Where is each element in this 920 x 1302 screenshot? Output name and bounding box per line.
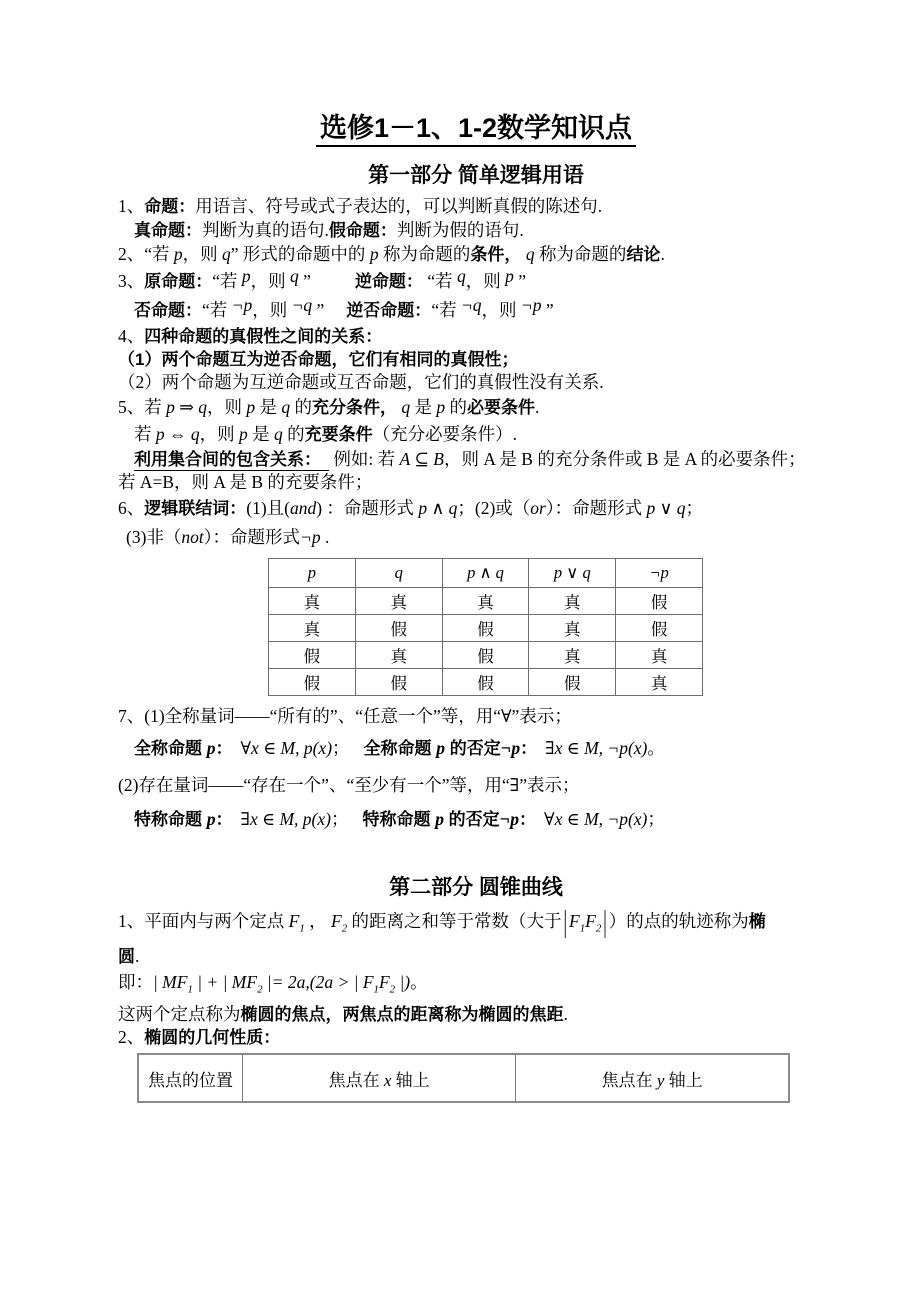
bold-run: ： <box>520 739 538 759</box>
text-run: ）的点的轨迹称为 <box>608 911 749 932</box>
math-run: p ∨ q <box>646 498 686 519</box>
math-var: F <box>569 911 580 932</box>
math-run <box>153 971 411 996</box>
line-p2-item1-l2 <box>118 944 834 969</box>
math-run: ¬p <box>300 527 321 548</box>
text-run: 即： <box>118 971 153 992</box>
truth-table-header-cell: p <box>269 559 356 588</box>
text-run: ）：命题形式 <box>203 527 301 548</box>
ellipse-table-cell <box>516 1054 789 1102</box>
math-run: q <box>222 244 231 265</box>
text-run: 称为命题的 <box>534 244 627 265</box>
bold-run: 结论 <box>626 245 661 265</box>
text-run: 的距离之和等于常数（大于 <box>347 911 562 932</box>
table-row <box>269 615 703 642</box>
truth-table-header-cell: ¬p <box>616 559 703 588</box>
math-run: q <box>290 266 299 287</box>
text-run: ，则 <box>250 271 291 292</box>
math-var: F <box>378 971 390 992</box>
line-item6b <box>118 523 834 552</box>
line-item5b <box>118 421 834 448</box>
truth-table <box>268 558 703 696</box>
text-run: ，则 <box>481 300 521 321</box>
text-run: 称为命题的 <box>378 244 471 265</box>
truth-table-cell: 假 <box>355 615 442 642</box>
table-row <box>269 588 703 615</box>
bold-run: 特称命题 <box>134 810 207 830</box>
text-run: ” <box>298 271 311 292</box>
text-run: 判断为假的语句. <box>396 220 524 241</box>
truth-table-cell: 假 <box>616 588 703 615</box>
line-p2-item1-l4 <box>118 1003 834 1026</box>
math-run: ¬p <box>231 295 253 316</box>
math-run: p <box>173 244 183 265</box>
bold-run: 原命题： <box>144 272 213 292</box>
bold-run: ： <box>519 810 537 830</box>
text-run: 是 <box>410 397 437 418</box>
math-run: p <box>241 266 251 287</box>
math-var: |= 2a,(2a > | F <box>262 971 374 992</box>
text-run: ，则 A 是 B 的充分条件或 B 是 A 的必要条件； <box>443 449 806 470</box>
part2-heading: 第二部分 圆锥曲线 <box>389 876 563 900</box>
text-run: 的 <box>290 397 313 418</box>
math-run: ∃x ∈ M, ¬p(x) <box>545 738 648 759</box>
page-title: 选修1－1、1-2数学知识点 <box>316 112 636 147</box>
bold-run: 全称命题 <box>134 739 207 759</box>
bold-run: 真命题： <box>134 221 202 241</box>
text-run: 7、(1)全称量词——“所有的”、“任意一个”等，用“∀”表示； <box>118 706 572 727</box>
math-var: y <box>656 1070 665 1090</box>
math-var: F <box>331 911 342 932</box>
truth-table-cell: 真 <box>269 588 356 615</box>
line-item7b <box>118 733 834 764</box>
truth-table-cell: 真 <box>616 642 703 669</box>
truth-table-cell: 真 <box>355 642 442 669</box>
math-run: q <box>525 244 535 265</box>
math-run: q <box>274 424 283 445</box>
text-run: 4、 <box>118 326 145 347</box>
text-run: “若 <box>431 300 461 321</box>
truth-table-cell: 真 <box>529 615 616 642</box>
text-run: ； <box>685 498 704 519</box>
ellipse-table-cell <box>243 1054 516 1102</box>
table-row <box>269 669 703 696</box>
bold-run: 逆命题： <box>354 272 423 292</box>
ellipse-table-cell: 焦点的位置 <box>138 1054 243 1102</box>
text-run: 若 A=B，则 A 是 B 的充要条件； <box>118 472 373 493</box>
line-item4a <box>118 348 834 371</box>
line-item5c <box>118 448 834 471</box>
truth-table-cell: 真 <box>442 588 529 615</box>
math-subscript: 2 <box>595 922 602 935</box>
math-run <box>562 903 609 939</box>
truth-table-cell: 假 <box>269 642 356 669</box>
truth-table-cell: 假 <box>355 669 442 696</box>
truth-table-cell: 假 <box>269 669 356 696</box>
line-item4b <box>118 371 834 394</box>
table-row <box>269 642 703 669</box>
bold-run: 否命题： <box>134 301 202 321</box>
text-run: 判断为真的语句. <box>202 220 329 241</box>
bold-run: 椭 <box>748 912 766 932</box>
math-run: not <box>181 527 204 548</box>
line-item5d <box>118 471 834 494</box>
truth-table-header-cell: p ∧ q <box>442 559 529 588</box>
text-run: . <box>320 527 330 548</box>
bold-run: 特称命题 <box>362 810 436 830</box>
truth-table-cell: 真 <box>529 588 616 615</box>
line-item7a <box>118 704 834 729</box>
text-run: 5、若 <box>118 397 167 418</box>
text-run: 焦点在 <box>328 1070 384 1090</box>
ellipse-properties-table <box>137 1053 790 1103</box>
math-run: p ⇒ q <box>166 397 208 418</box>
text-run: 。 <box>647 738 665 759</box>
math-subscript: 1 <box>299 922 305 935</box>
line-item1b <box>118 219 834 242</box>
text-run: ， <box>304 911 331 932</box>
bold-math-run: p <box>435 809 444 830</box>
math-subscript: 1 <box>579 922 586 935</box>
text-run: ；(2)或（ <box>457 498 531 519</box>
text-run: ； <box>330 809 349 830</box>
text-run: 2、 <box>118 1027 145 1048</box>
truth-table-cell: 假 <box>442 642 529 669</box>
text-run: ； <box>647 809 665 830</box>
line-item5a <box>118 394 834 421</box>
text-run: “若 <box>212 271 242 292</box>
text-run: 3、 <box>118 271 145 292</box>
bold-run: 逆否命题： <box>346 301 432 321</box>
math-run: ∀x ∈ M, p(x) <box>240 738 333 759</box>
text-run: 若 <box>134 424 156 445</box>
math-run: p ∧ q <box>418 498 458 519</box>
line-p2-item2 <box>118 1026 834 1049</box>
math-run: p <box>246 397 256 418</box>
truth-table-cell: 真 <box>269 615 356 642</box>
bold-run: 充分条件， <box>312 398 398 418</box>
math-run: ∀x ∈ M, ¬p(x) <box>544 809 648 830</box>
bold-run: 条件， <box>470 245 522 265</box>
title-row <box>118 112 834 147</box>
bold-run: 椭圆的几何性质： <box>144 1028 281 1048</box>
math-run <box>331 911 348 935</box>
math-run: p <box>436 397 446 418</box>
math-run: A ⊆ B <box>399 449 444 470</box>
truth-table-header-cell: p ∨ q <box>529 559 616 588</box>
bold-run: （1）两个命题互为逆否命题，它们有相同的真假性； <box>118 350 519 370</box>
text-run: ” <box>513 271 526 292</box>
math-run: p <box>505 266 514 287</box>
text-run: 这两个定点称为 <box>118 1004 241 1025</box>
text-run: ，则 <box>199 424 239 445</box>
text-run: “若 <box>202 300 232 321</box>
math-var: F <box>288 911 300 932</box>
math-var: | MF <box>153 971 188 992</box>
text-run: 例如: 若 <box>329 449 400 470</box>
text-run: . <box>660 244 665 265</box>
text-run: . <box>535 397 540 418</box>
text-run: 是 <box>255 397 282 418</box>
text-run: 轴上 <box>391 1070 430 1090</box>
math-run: ¬q <box>291 295 313 316</box>
bold-run: 的否定 <box>445 739 501 759</box>
math-subscript: 1 <box>373 983 379 996</box>
text-run: （2）两个命题为互逆命题或互否命题，它们的真假性没有关系. <box>118 372 604 393</box>
bold-run: 假命题： <box>328 221 397 241</box>
bold-math-run: ¬p <box>499 809 520 830</box>
bold-run: 四种命题的真假性之间的关系： <box>144 327 383 347</box>
line-item3b <box>118 296 834 325</box>
math-subscript: 2 <box>257 983 263 996</box>
text-run: ，则 <box>252 300 292 321</box>
math-subscript: 1 <box>187 983 193 996</box>
text-run: (1)且( <box>246 498 290 519</box>
math-run: q <box>401 397 411 418</box>
math-run: and <box>289 498 317 519</box>
truth-table-cell: 假 <box>442 615 529 642</box>
line-item3a <box>118 267 834 296</box>
text-run: ” 形式的命题中的 <box>230 244 370 265</box>
text-run: 用语言、符号或式子表达的，可以判断真假的陈述句. <box>195 196 603 217</box>
text-run: ，则 <box>182 244 223 265</box>
truth-table-cell: 假 <box>616 615 703 642</box>
math-run: ¬q <box>460 295 482 316</box>
text-run: ) ：命题形式 <box>316 498 419 519</box>
text-run: ，则 <box>207 397 247 418</box>
text-run: “若 <box>422 271 457 292</box>
math-run <box>288 911 305 935</box>
math-run: p ⇔ q <box>155 424 200 445</box>
math-var: F <box>585 911 596 932</box>
table-header-row <box>269 559 703 588</box>
bold-run: 命题： <box>144 197 196 217</box>
math-var: | + | MF <box>192 971 258 992</box>
text-run: 1、 <box>118 196 145 217</box>
part1-heading: 第一部分 简单逻辑用语 <box>368 164 584 188</box>
truth-table-cell: 真 <box>529 642 616 669</box>
bold-run: 椭圆的焦点，两焦点的距离称为椭圆的焦距 <box>240 1005 564 1025</box>
line-p2-item1-l3 <box>118 969 834 1004</box>
text-run: ” <box>312 300 325 321</box>
bold-math-run: p <box>436 738 446 759</box>
truth-table-cell: 假 <box>529 669 616 696</box>
line-item7d <box>118 804 834 835</box>
math-var: |) <box>395 971 411 992</box>
bold-run: 全称命题 <box>363 739 437 759</box>
text-run: 的 <box>445 397 468 418</box>
line-item2 <box>118 242 834 267</box>
truth-table-cell: 真 <box>616 669 703 696</box>
bold-underline-run: 利用集合间的包含关系： <box>134 450 329 471</box>
line-item4 <box>118 325 834 348</box>
math-subscript: 2 <box>341 922 348 935</box>
bold-math-run: p <box>206 738 216 759</box>
text-run: 1、平面内与两个定点 <box>118 911 289 932</box>
math-run: q <box>281 397 291 418</box>
table-row <box>138 1054 789 1102</box>
math-run: q <box>456 266 466 287</box>
math-run: or <box>530 498 546 519</box>
text-run: (3)非（ <box>126 527 182 548</box>
bold-run: 的否定 <box>443 810 500 830</box>
line-item1 <box>118 194 834 219</box>
math-run: p <box>239 424 248 445</box>
bold-math-run: p <box>206 809 216 830</box>
text-run: ）：命题形式 <box>545 498 647 519</box>
math-subscript: 2 <box>389 983 396 996</box>
math-run: p <box>369 244 379 265</box>
bold-run: 充要条件 <box>304 425 373 445</box>
text-run: ； <box>332 738 350 759</box>
text-run: ” <box>541 300 554 321</box>
math-run: ∃x ∈ M, p(x) <box>240 809 331 830</box>
line-item7c <box>118 772 834 798</box>
text-run: ，则 <box>465 271 506 292</box>
truth-table-header-cell: q <box>355 559 442 588</box>
tall-bar: | <box>563 903 568 939</box>
text-run: 的 <box>282 424 305 445</box>
bold-run: 圆 <box>118 946 135 966</box>
truth-table-cell: 假 <box>442 669 529 696</box>
bold-math-run: ¬p <box>500 738 521 759</box>
text-run: 2、“若 <box>118 244 174 265</box>
math-var: x <box>383 1070 392 1090</box>
bold-run: 必要条件 <box>467 398 536 418</box>
truth-table-cell: 真 <box>355 588 442 615</box>
line-p2-item1-l1 <box>118 903 834 944</box>
text-run: 是 <box>247 424 274 445</box>
tall-bar: | <box>603 903 607 939</box>
text-run: (2)存在量词——“存在一个”、“至少有一个”等，用“∃”表示； <box>118 775 580 796</box>
bold-run: ： <box>215 739 233 759</box>
text-run: 轴上 <box>664 1070 703 1090</box>
math-run: ¬p <box>520 295 542 316</box>
text-run: 。 <box>410 971 428 992</box>
text-run: . <box>135 945 140 966</box>
line-item6a <box>118 494 834 523</box>
bold-run: ： <box>215 810 233 830</box>
text-run: 焦点在 <box>601 1070 657 1090</box>
text-run: 6、 <box>118 498 145 519</box>
text-run: （充分必要条件）. <box>372 424 517 445</box>
bold-run: 逻辑联结词： <box>144 499 247 519</box>
text-run: . <box>563 1004 568 1025</box>
